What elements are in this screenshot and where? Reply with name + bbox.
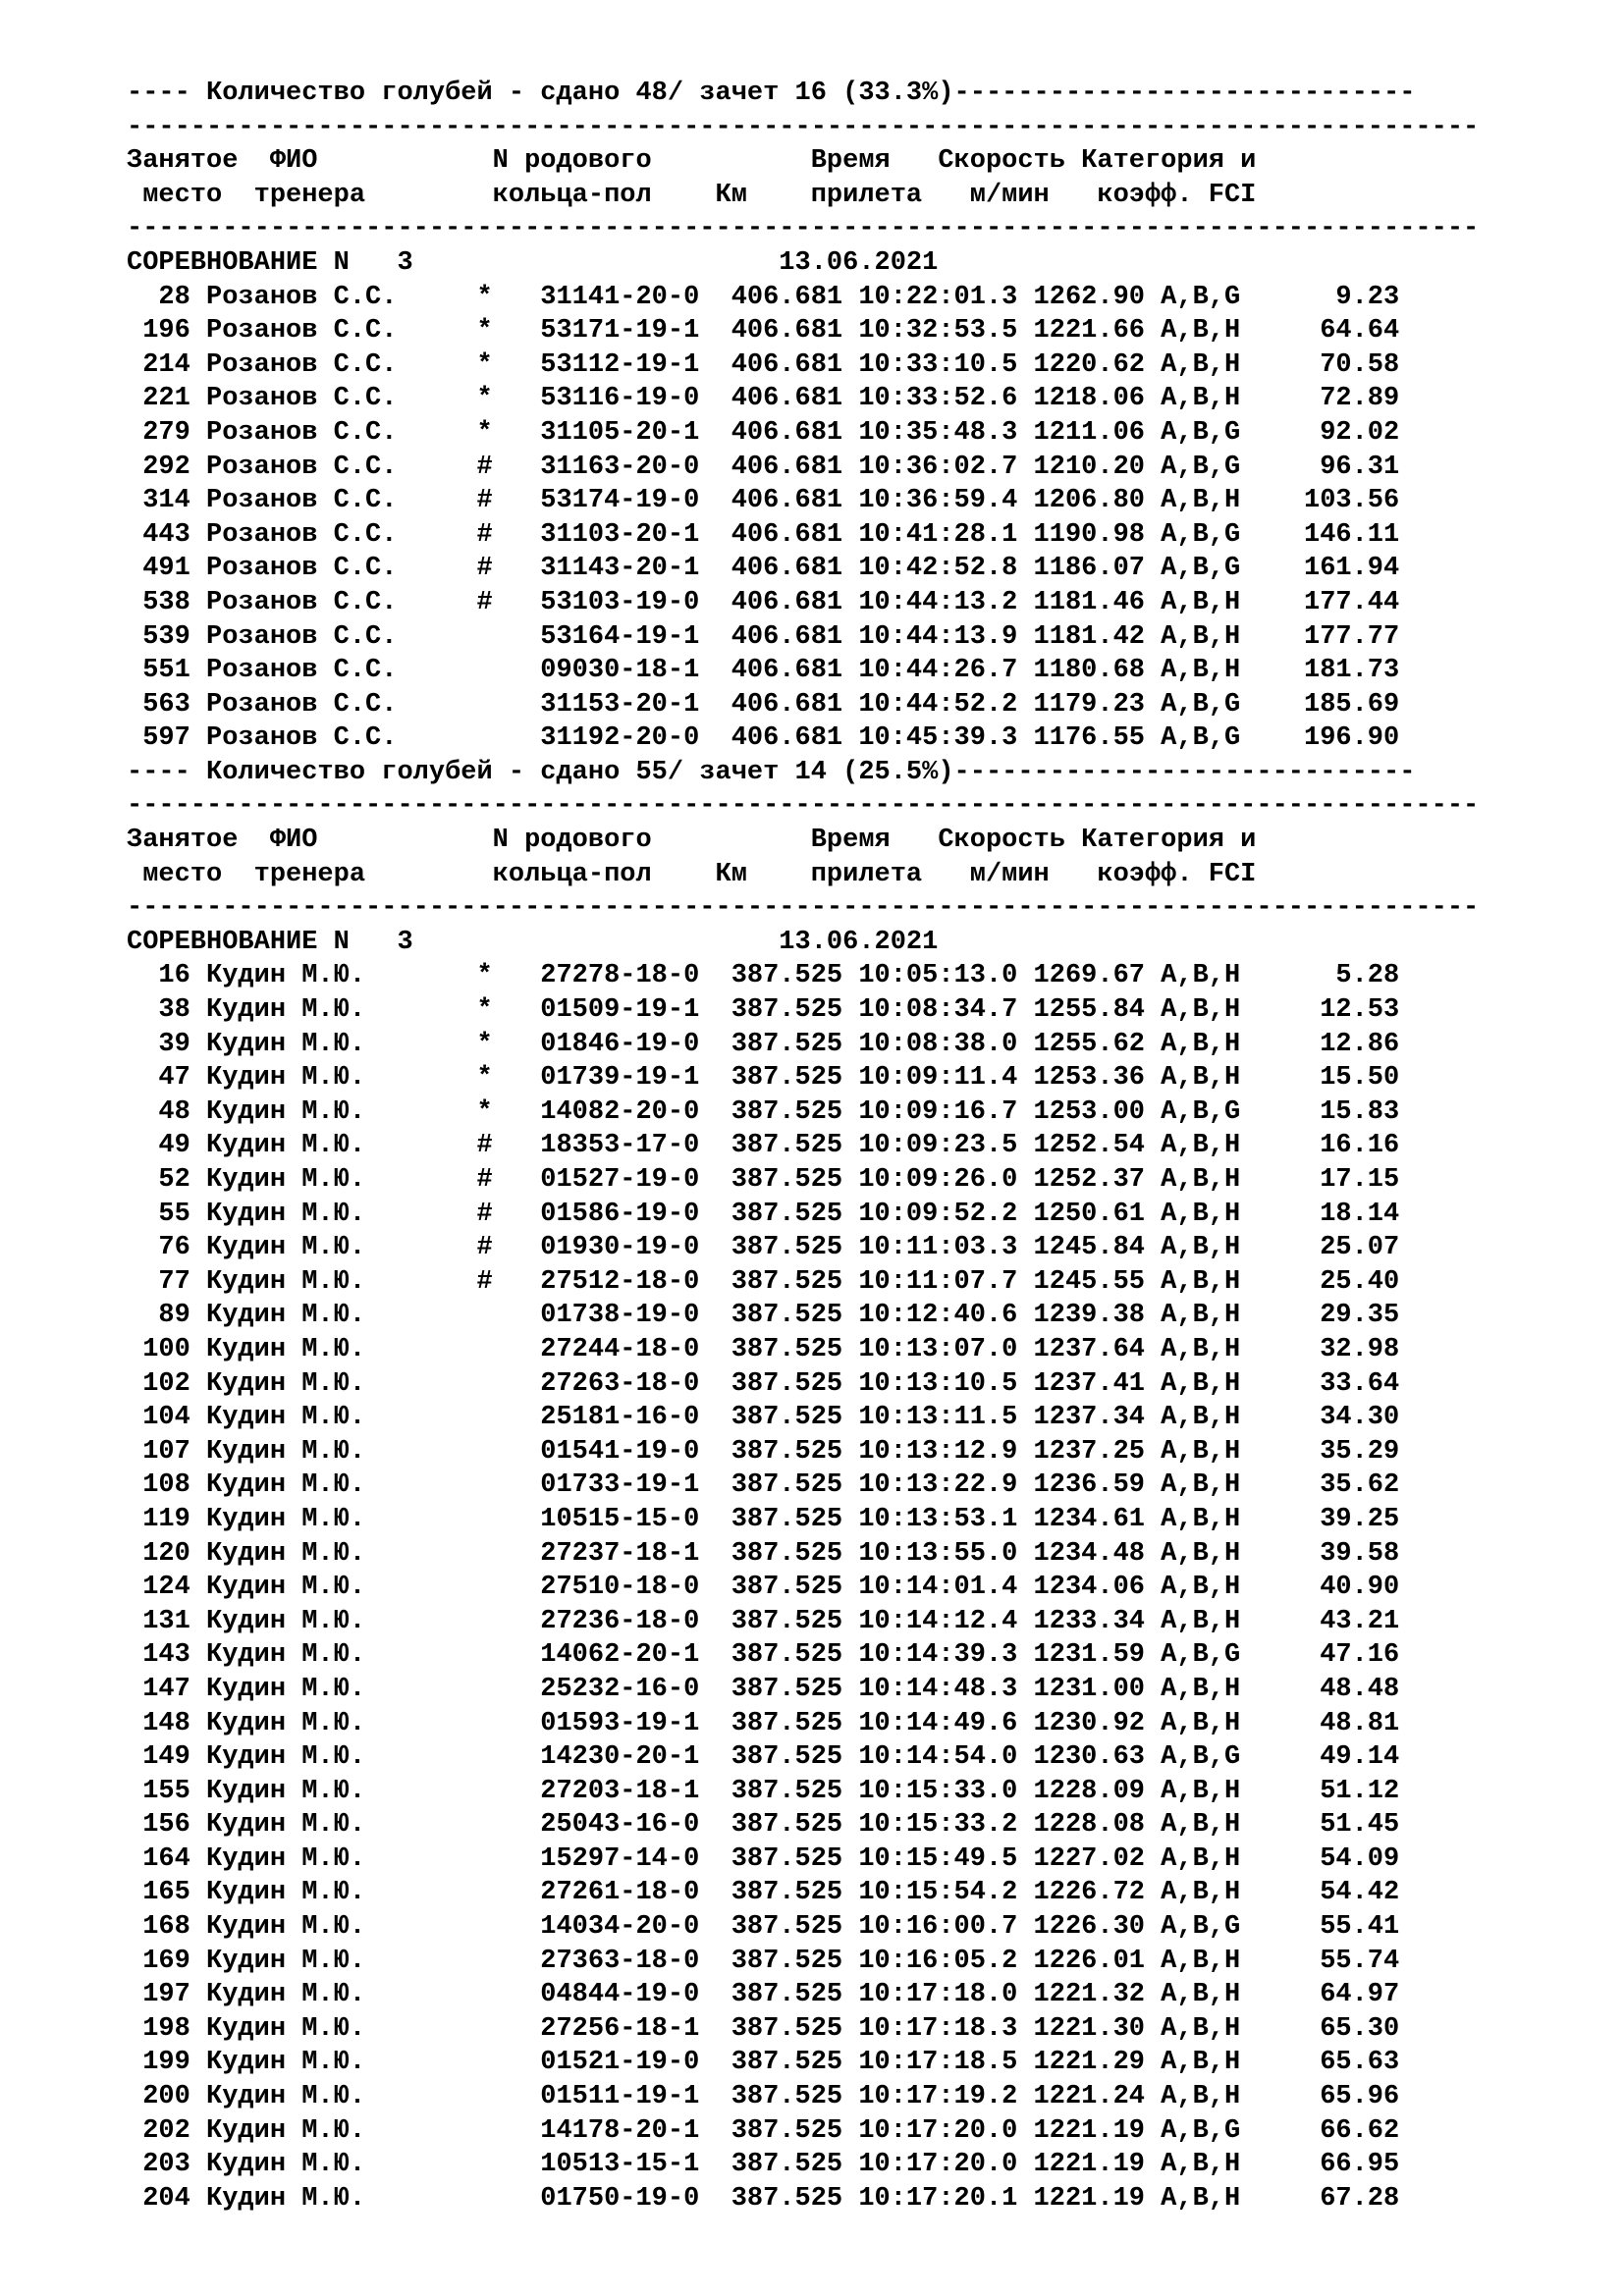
result-row: 491 Розанов С.С. # 31143-20-1 406.681 10:42:52.8 1186.07 A,B,G 161.94	[127, 554, 1400, 584]
result-row: 279 Розанов С.С. * 31105-20-1 406.681 10:35:48.3 1211.06 A,B,G 92.02	[127, 417, 1400, 448]
result-row: 443 Розанов С.С. # 31103-20-1 406.681 10:41:28.1 1190.98 A,B,G 146.11	[127, 519, 1400, 550]
separator-rule: -------------------------------------------------------------------------------------	[127, 112, 1480, 142]
result-row: 165 Кудин М.Ю. 27261-18-0 387.525 10:15:54.2 1226.72 A,B,H 54.42	[127, 1878, 1400, 1908]
result-row: 196 Розанов С.С. * 53171-19-1 406.681 10:32:53.5 1221.66 A,B,H 64.64	[127, 316, 1400, 347]
column-header-line-1: Занятое ФИО N родового Время Скорость Категория и	[127, 826, 1257, 856]
result-row: 155 Кудин М.Ю. 27203-18-1 387.525 10:15:33.0 1228.09 A,B,H 51.12	[127, 1776, 1400, 1806]
result-row: 202 Кудин М.Ю. 14178-20-1 387.525 10:17:20.0 1221.19 A,B,G 66.62	[127, 2115, 1400, 2146]
result-row: 169 Кудин М.Ю. 27363-18-0 387.525 10:16:05.2 1226.01 A,B,H 55.74	[127, 1946, 1400, 1976]
result-row: 198 Кудин М.Ю. 27256-18-1 387.525 10:17:18.3 1221.30 A,B,H 65.30	[127, 2013, 1400, 2044]
result-row: 168 Кудин М.Ю. 14034-20-0 387.525 10:16:00.7 1226.30 A,B,G 55.41	[127, 1912, 1400, 1943]
result-row: 200 Кудин М.Ю. 01511-19-1 387.525 10:17:19.2 1221.24 A,B,H 65.96	[127, 2082, 1400, 2112]
result-row: 314 Розанов С.С. # 53174-19-0 406.681 10:36:59.4 1206.80 A,B,H 103.56	[127, 486, 1400, 516]
result-row: 16 Кудин М.Ю. * 27278-18-0 387.525 10:05:13.0 1269.67 A,B,H 5.28	[127, 961, 1400, 991]
column-header-line-2: место тренера кольца-пол Км прилета м/мин коэфф. FCI	[127, 180, 1257, 210]
result-row: 104 Кудин М.Ю. 25181-16-0 387.525 10:13:11.5 1237.34 A,B,H 34.30	[127, 1403, 1400, 1433]
column-header-line-1: Занятое ФИО N родового Время Скорость Категория и	[127, 146, 1257, 177]
separator-rule: -------------------------------------------------------------------------------------	[127, 791, 1480, 822]
result-row: 124 Кудин М.Ю. 27510-18-0 387.525 10:14:01.4 1234.06 A,B,H 40.90	[127, 1573, 1400, 1603]
result-row: 49 Кудин М.Ю. # 18353-17-0 387.525 10:09:23.5 1252.54 A,B,H 16.16	[127, 1131, 1400, 1161]
result-row: 221 Розанов С.С. * 53116-19-0 406.681 10:33:52.6 1218.06 A,B,H 72.89	[127, 384, 1400, 414]
result-row: 197 Кудин М.Ю. 04844-19-0 387.525 10:17:18.0 1221.32 A,B,H 64.97	[127, 1980, 1400, 2010]
result-row: 107 Кудин М.Ю. 01541-19-0 387.525 10:13:12.9 1237.25 A,B,H 35.29	[127, 1436, 1400, 1467]
result-row: 108 Кудин М.Ю. 01733-19-1 387.525 10:13:22.9 1236.59 A,B,H 35.62	[127, 1470, 1400, 1501]
result-row: 143 Кудин М.Ю. 14062-20-1 387.525 10:14:39.3 1231.59 A,B,G 47.16	[127, 1640, 1400, 1671]
result-row: 77 Кудин М.Ю. # 27512-18-0 387.525 10:11:07.7 1245.55 A,B,H 25.40	[127, 1266, 1400, 1297]
result-row: 538 Розанов С.С. # 53103-19-0 406.681 10:44:13.2 1181.46 A,B,H 177.44	[127, 587, 1400, 617]
result-row: 164 Кудин М.Ю. 15297-14-0 387.525 10:15:49.5 1227.02 A,B,H 54.09	[127, 1843, 1400, 1874]
separator-rule: -------------------------------------------------------------------------------------	[127, 214, 1480, 244]
competition-line: СОРЕВНОВАНИЕ N 3 13.06.2021	[127, 927, 939, 957]
result-row: 597 Розанов С.С. 31192-20-0 406.681 10:45:39.3 1176.55 A,B,G 196.90	[127, 723, 1400, 754]
result-row: 28 Розанов С.С. * 31141-20-0 406.681 10:22:01.3 1262.90 A,B,G 9.23	[127, 282, 1400, 312]
section-count-line: ---- Количество голубей - сдано 55/ зачет 14 (25.5%)-----------------------------	[127, 757, 1416, 787]
result-row: 55 Кудин М.Ю. # 01586-19-0 387.525 10:09:52.2 1250.61 A,B,H 18.14	[127, 1199, 1400, 1229]
result-row: 39 Кудин М.Ю. * 01846-19-0 387.525 10:08:38.0 1255.62 A,B,H 12.86	[127, 1029, 1400, 1059]
result-row: 47 Кудин М.Ю. * 01739-19-1 387.525 10:09:11.4 1253.36 A,B,H 15.50	[127, 1063, 1400, 1094]
result-row: 48 Кудин М.Ю. * 14082-20-0 387.525 10:09:16.7 1253.00 A,B,G 15.83	[127, 1096, 1400, 1127]
result-row: 551 Розанов С.С. 09030-18-1 406.681 10:44:26.7 1180.68 A,B,H 181.73	[127, 656, 1400, 686]
result-row: 76 Кудин М.Ю. # 01930-19-0 387.525 10:11:03.3 1245.84 A,B,H 25.07	[127, 1233, 1400, 1263]
result-row: 203 Кудин М.Ю. 10513-15-1 387.525 10:17:20.0 1221.19 A,B,H 66.95	[127, 2150, 1400, 2180]
result-row: 131 Кудин М.Ю. 27236-18-0 387.525 10:14:12.4 1233.34 A,B,H 43.21	[127, 1606, 1400, 1636]
result-row: 149 Кудин М.Ю. 14230-20-1 387.525 10:14:54.0 1230.63 A,B,G 49.14	[127, 1742, 1400, 1773]
result-row: 38 Кудин М.Ю. * 01509-19-1 387.525 10:08:34.7 1255.84 A,B,H 12.53	[127, 995, 1400, 1026]
result-row: 119 Кудин М.Ю. 10515-15-0 387.525 10:13:53.1 1234.61 A,B,H 39.25	[127, 1504, 1400, 1534]
competition-line: СОРЕВНОВАНИЕ N 3 13.06.2021	[127, 247, 939, 278]
result-row: 148 Кудин М.Ю. 01593-19-1 387.525 10:14:49.6 1230.92 A,B,H 48.81	[127, 1708, 1400, 1738]
separator-rule: -------------------------------------------------------------------------------------	[127, 893, 1480, 924]
result-row: 292 Розанов С.С. # 31163-20-0 406.681 10:36:02.7 1210.20 A,B,G 96.31	[127, 452, 1400, 482]
result-row: 214 Розанов С.С. * 53112-19-1 406.681 10:33:10.5 1220.62 A,B,H 70.58	[127, 349, 1400, 380]
result-row: 147 Кудин М.Ю. 25232-16-0 387.525 10:14:48.3 1231.00 A,B,H 48.48	[127, 1674, 1400, 1704]
result-row: 120 Кудин М.Ю. 27237-18-1 387.525 10:13:55.0 1234.48 A,B,H 39.58	[127, 1538, 1400, 1569]
result-row: 52 Кудин М.Ю. # 01527-19-0 387.525 10:09:26.0 1252.37 A,B,H 17.15	[127, 1165, 1400, 1195]
result-row: 89 Кудин М.Ю. 01738-19-0 387.525 10:12:40.6 1239.38 A,B,H 29.35	[127, 1301, 1400, 1331]
results-document	[127, 77, 1599, 2216]
column-header-line-2: место тренера кольца-пол Км прилета м/мин коэфф. FCI	[127, 859, 1257, 889]
result-row: 199 Кудин М.Ю. 01521-19-0 387.525 10:17:18.5 1221.29 A,B,H 65.63	[127, 2048, 1400, 2078]
result-row: 102 Кудин М.Ю. 27263-18-0 387.525 10:13:10.5 1237.41 A,B,H 33.64	[127, 1368, 1400, 1399]
result-row: 539 Розанов С.С. 53164-19-1 406.681 10:44:13.9 1181.42 A,B,H 177.77	[127, 621, 1400, 652]
result-row: 563 Розанов С.С. 31153-20-1 406.681 10:44:52.2 1179.23 A,B,G 185.69	[127, 689, 1400, 720]
result-row: 100 Кудин М.Ю. 27244-18-0 387.525 10:13:07.0 1237.64 A,B,H 32.98	[127, 1334, 1400, 1364]
section-count-line: ---- Количество голубей - сдано 48/ зачет 16 (33.3%)-----------------------------	[127, 79, 1416, 108]
result-row: 156 Кудин М.Ю. 25043-16-0 387.525 10:15:33.2 1228.08 A,B,H 51.45	[127, 1810, 1400, 1841]
result-row: 204 Кудин М.Ю. 01750-19-0 387.525 10:17:20.1 1221.19 A,B,H 67.28	[127, 2183, 1400, 2214]
